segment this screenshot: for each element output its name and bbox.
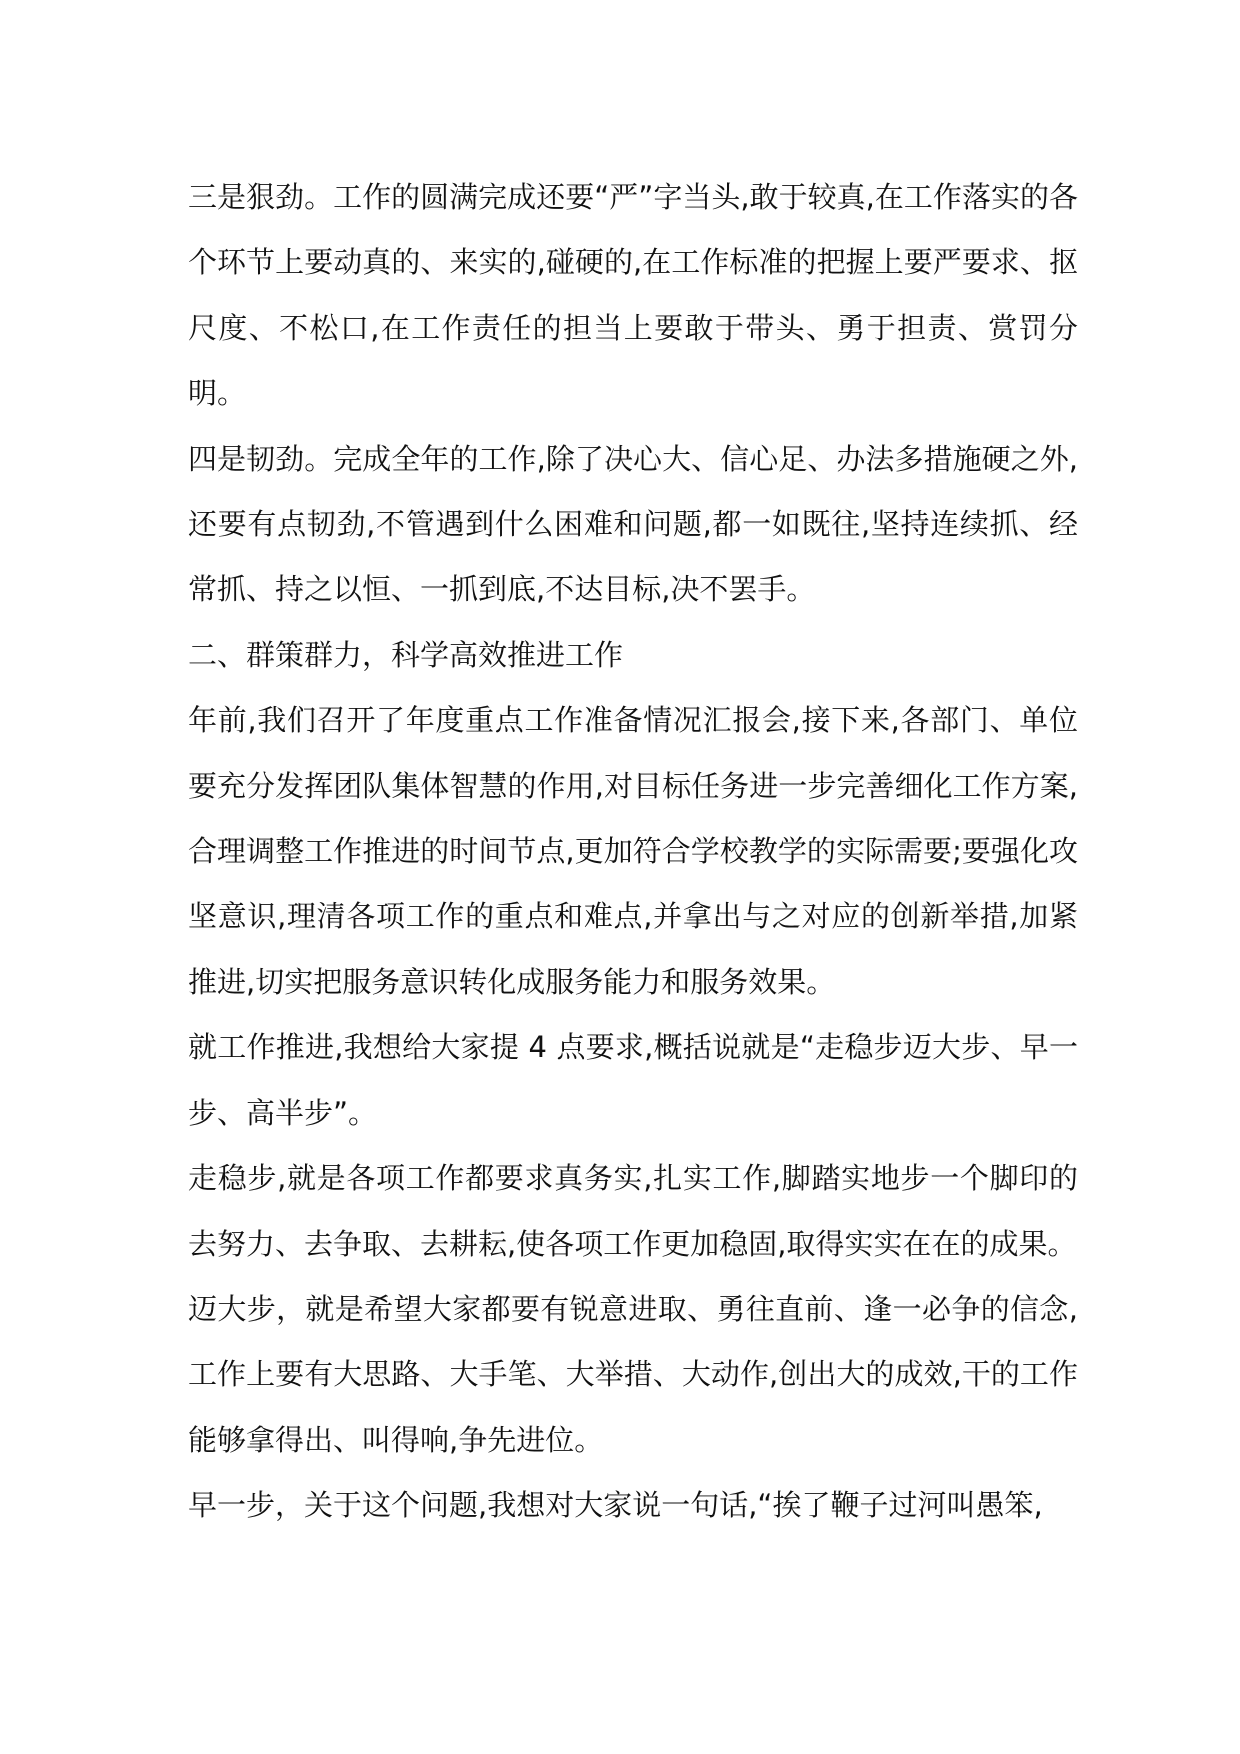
paragraph-hen-jin: 三是狠劲。工作的圆满完成还要“严”字当头,敢于较真,在工作落实的各个环节上要动真的、来实的,碰硬的,在工作标准的把握上要严要求、抠尺度、不松口,在工作责任的担当上要敢于带头、勇于担责、赏罚分明。: [188, 180, 1078, 411]
document-body: [188, 165, 1078, 1539]
paragraph-four-requirements: 就工作推进,我想给大家提 4 点要求,概括说就是“走稳步迈大步、早一步、高半步”。: [188, 1030, 1078, 1130]
section-heading: 二、群策群力，科学高效推进工作: [188, 637, 624, 672]
paragraph-big-step: 迈大步，就是希望大家都要有锐意进取、勇往直前、逢一必争的信念,工作上要有大思路、大手笔、大举措、大动作,创出大的成效,干的工作能够拿得出、叫得响,争先进位。: [188, 1291, 1078, 1457]
paragraph-ren-jin: 四是韧劲。完成全年的工作,除了决心大、信心足、办法多措施硬之外,还要有点韧劲,不管遇到什么困难和问题,都一如既往,坚持连续抓、经常抓、持之以恒、一抓到底,不达目标,决不罢手。: [188, 441, 1078, 607]
paragraph-early-step: 早一步，关于这个问题,我想对大家说一句话,“挨了鞭子过河叫愚笨,: [188, 1488, 1043, 1523]
paragraph-steady-step: 走稳步,就是各项工作都要求真务实,扎实工作,脚踏实地步一个脚印的去努力、去争取、去耕耘,使各项工作更加稳固,取得实实在在的成果。: [188, 1161, 1078, 1261]
paragraph-report-meeting: 年前,我们召开了年度重点工作准备情况汇报会,接下来,各部门、单位要充分发挥团队集体智慧的作用,对目标任务进一步完善细化工作方案,合理调整工作推进的时间节点,更加符合学校教学的实际需要;要强化攻坚意识,理清各项工作的重点和难点,并拿出与之对应的创新举措,加紧推进,切实把服务意识转化成服务能力和服务效果。: [188, 703, 1078, 999]
